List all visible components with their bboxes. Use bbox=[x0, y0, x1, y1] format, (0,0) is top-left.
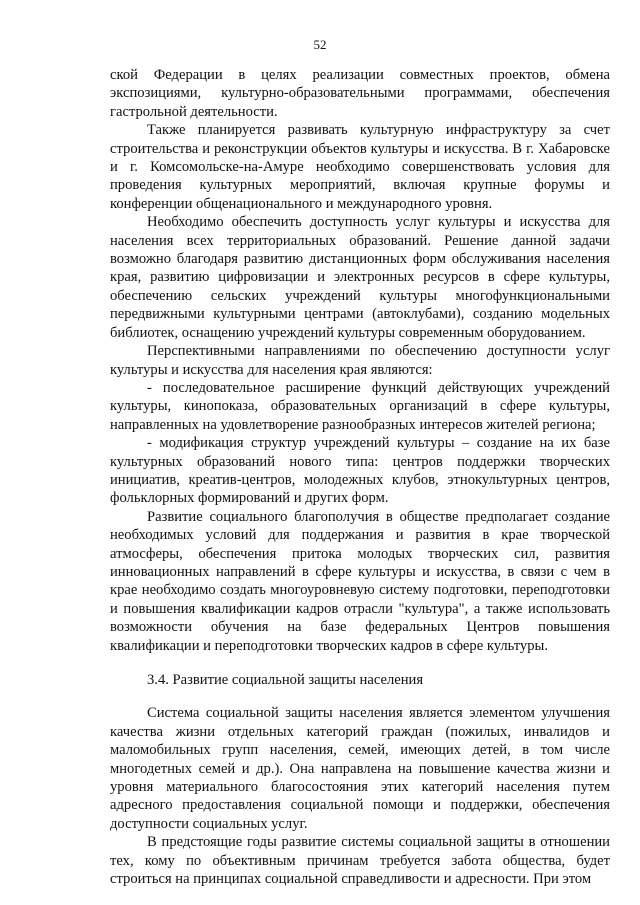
paragraph-directions-intro: Перспективными направлениями по обеспечению доступности услуг культуры и искусства для населения края являются: bbox=[110, 343, 610, 378]
section-heading: 3.4. Развитие социальной защиты населения bbox=[147, 672, 424, 688]
list-item-modification: - модификация структур учреждений культуры – создание на их базе культурных образований нового типа: центров поддержки творческих инициатив, креатив-центров, молодежных клубов, этнокультурных центров, фольклорных формирований и других форм. bbox=[110, 435, 610, 507]
list-item-expansion: - последовательное расширение функций действующих учреждений культуры, кинопоказа, образовательных организаций в сфере культуры, направленных на удовлетворение разнообразных интересов жителей региона; bbox=[110, 379, 610, 433]
document-body bbox=[110, 66, 610, 888]
paragraph-culture-accessibility: Необходимо обеспечить доступность услуг культуры и искусства для населения всех территориальных образований. Решение данной задачи возможно благодаря развитию дистанционных форм обслуживания населения края, развитию цифровизации и электронных ресурсов в сфере культуры, обеспечению сельских учреждений культуры многофункциональными передвижными культурными центрами (автоклубами), созданию модельных библиотек, оснащению учреждений культуры современным оборудованием. bbox=[110, 214, 610, 341]
paragraph-social-protection-system: Система социальной защиты населения является элементом улучшения качества жизни отдельных категорий граждан (пожилых, инвалидов и маломобильных групп населения, семей, имеющих детей, в том числе многодетных семей и др.). Она направлена на повышение качества жизни и уровня материального благосостояния этих категорий населения путем адресного предоставления социальной помощи и поддержки, обеспечения доступности социальных услуг. bbox=[110, 705, 610, 832]
paragraph-social-wellbeing: Развитие социального благополучия в обществе предполагает создание необходимых условий для поддержания и развития в крае творческой атмосферы, обеспечения притока молодых творческих сил, развития инновационных направлений в сфере культуры и искусства, в связи с чем в крае необходимо создать многоуровневую систему подготовки, переподготовки и повышения квалификации кадров отрасли "культура", а также использовать возможности обучения на базе федеральных Центров повышения квалификации и переподготовки творческих кадров в сфере культуры. bbox=[110, 508, 610, 654]
paragraph-continuation: ской Федерации в целях реализации совместных проектов, обмена экспозициями, культурно-образовательными программами, обеспечения гастрольной деятельности. bbox=[110, 67, 610, 120]
paragraph-social-protection-future: В предстоящие годы развитие системы социальной защиты в отношении тех, кому по объективным причинам требуется забота общества, будет строиться на принципах социальной справедливости и адресности. При этом bbox=[110, 834, 610, 888]
page-number: 52 bbox=[313, 37, 327, 52]
paragraph-culture-infrastructure: Также планируется развивать культурную инфраструктуру за счет строительства и реконструкции объектов культуры и искусства. В г. Хабаровске и г. Комсомольске-на-Амуре необходимо совершенствовать условия для проведения культурных мероприятий, включая крупные форумы и конференции общенационального и международного уровня. bbox=[110, 122, 610, 212]
